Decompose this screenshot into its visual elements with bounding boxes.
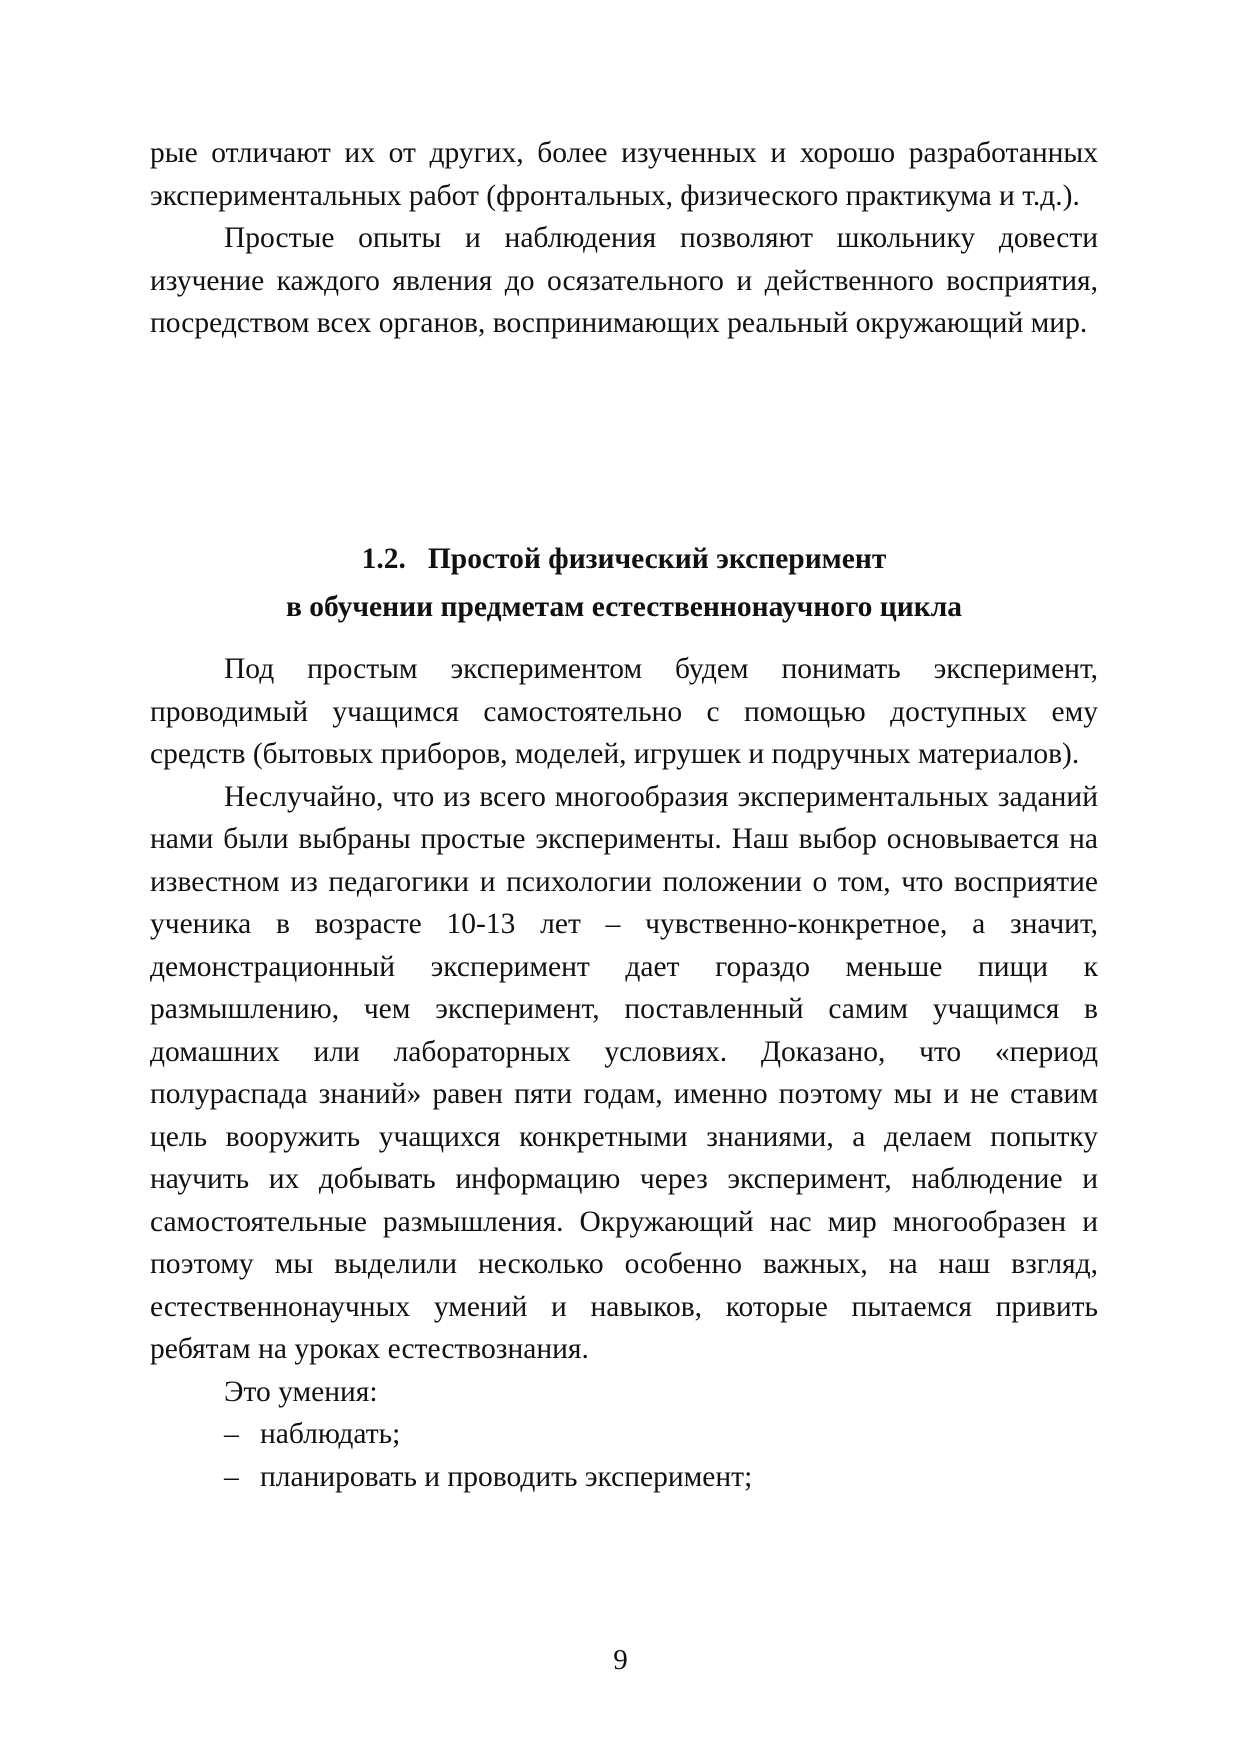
page-number: 9: [613, 1644, 628, 1676]
paragraph-skills-intro: Это умения:: [224, 1375, 378, 1408]
list-item-text: наблюдать;: [260, 1418, 401, 1450]
paragraph-definition: Под простым экспериментом будем понимать эксперимент, проводимый учащимся самостоятельно с помощью доступных ему средств (бытовых приборов, моделей, игрушек и подручных материалов).: [150, 653, 1098, 770]
top-text-block: [150, 132, 1098, 345]
section-number: 1.2.: [361, 543, 406, 575]
body-text-block: [150, 648, 1098, 1498]
section-title-part-2: в обучении предметам естественнонаучного цикла: [285, 591, 963, 623]
paragraph-simple-experiments: Простые опыты и наблюдения позволяют школьнику довести изучение каждого явления до осязательного и действенного восприятия, посредством всех органов, воспринимающих реальный окружающий мир.: [150, 222, 1098, 339]
list-dash: –: [224, 1418, 239, 1450]
list-item: [150, 1413, 1098, 1456]
paragraph-continuation: рые отличают их от других, более изученных и хорошо разработанных экспериментальных работ (фронтальных, физического практикума и т.д.).: [150, 137, 1098, 212]
section-heading: [150, 535, 1098, 631]
list-item-text: планировать и проводить эксперимент;: [260, 1460, 753, 1493]
paragraph-rationale: Неслучайно, что из всего многообразия экспериментальных заданий нами были выбраны простые эксперименты. Наш выбор основывается на известном из педагогики и психологии положении о том, что восприятие ученика в возрасте 10-13 лет – чувственно-конкретное, а значит, демонстрационный эксперимент дает гораздо меньше пищи к размышлению, чем эксперимент, поставленный самим учащимся в домашних или лабораторных условиях. Доказано, что «период полураспада знаний» равен пяти годам, именно поэтому мы и не ставим цель вооружить учащихся конкретными знаниями, а делаем попытку научить их добывать информацию через эксперимент, наблюдение и самостоятельные размышления. Окружающий нас мир многообразен и поэтому мы выделили несколько особенно важных, на наш взгляд, естественнонаучных умений и навыков, которые пытаемся привить ребятам на уроках естествознания.: [150, 780, 1098, 1365]
list-dash: –: [224, 1460, 239, 1493]
section-title-part-1: Простой физический эксперимент: [427, 543, 887, 575]
section-heading-line-1: [150, 535, 1098, 583]
list-item: [150, 1456, 1098, 1499]
